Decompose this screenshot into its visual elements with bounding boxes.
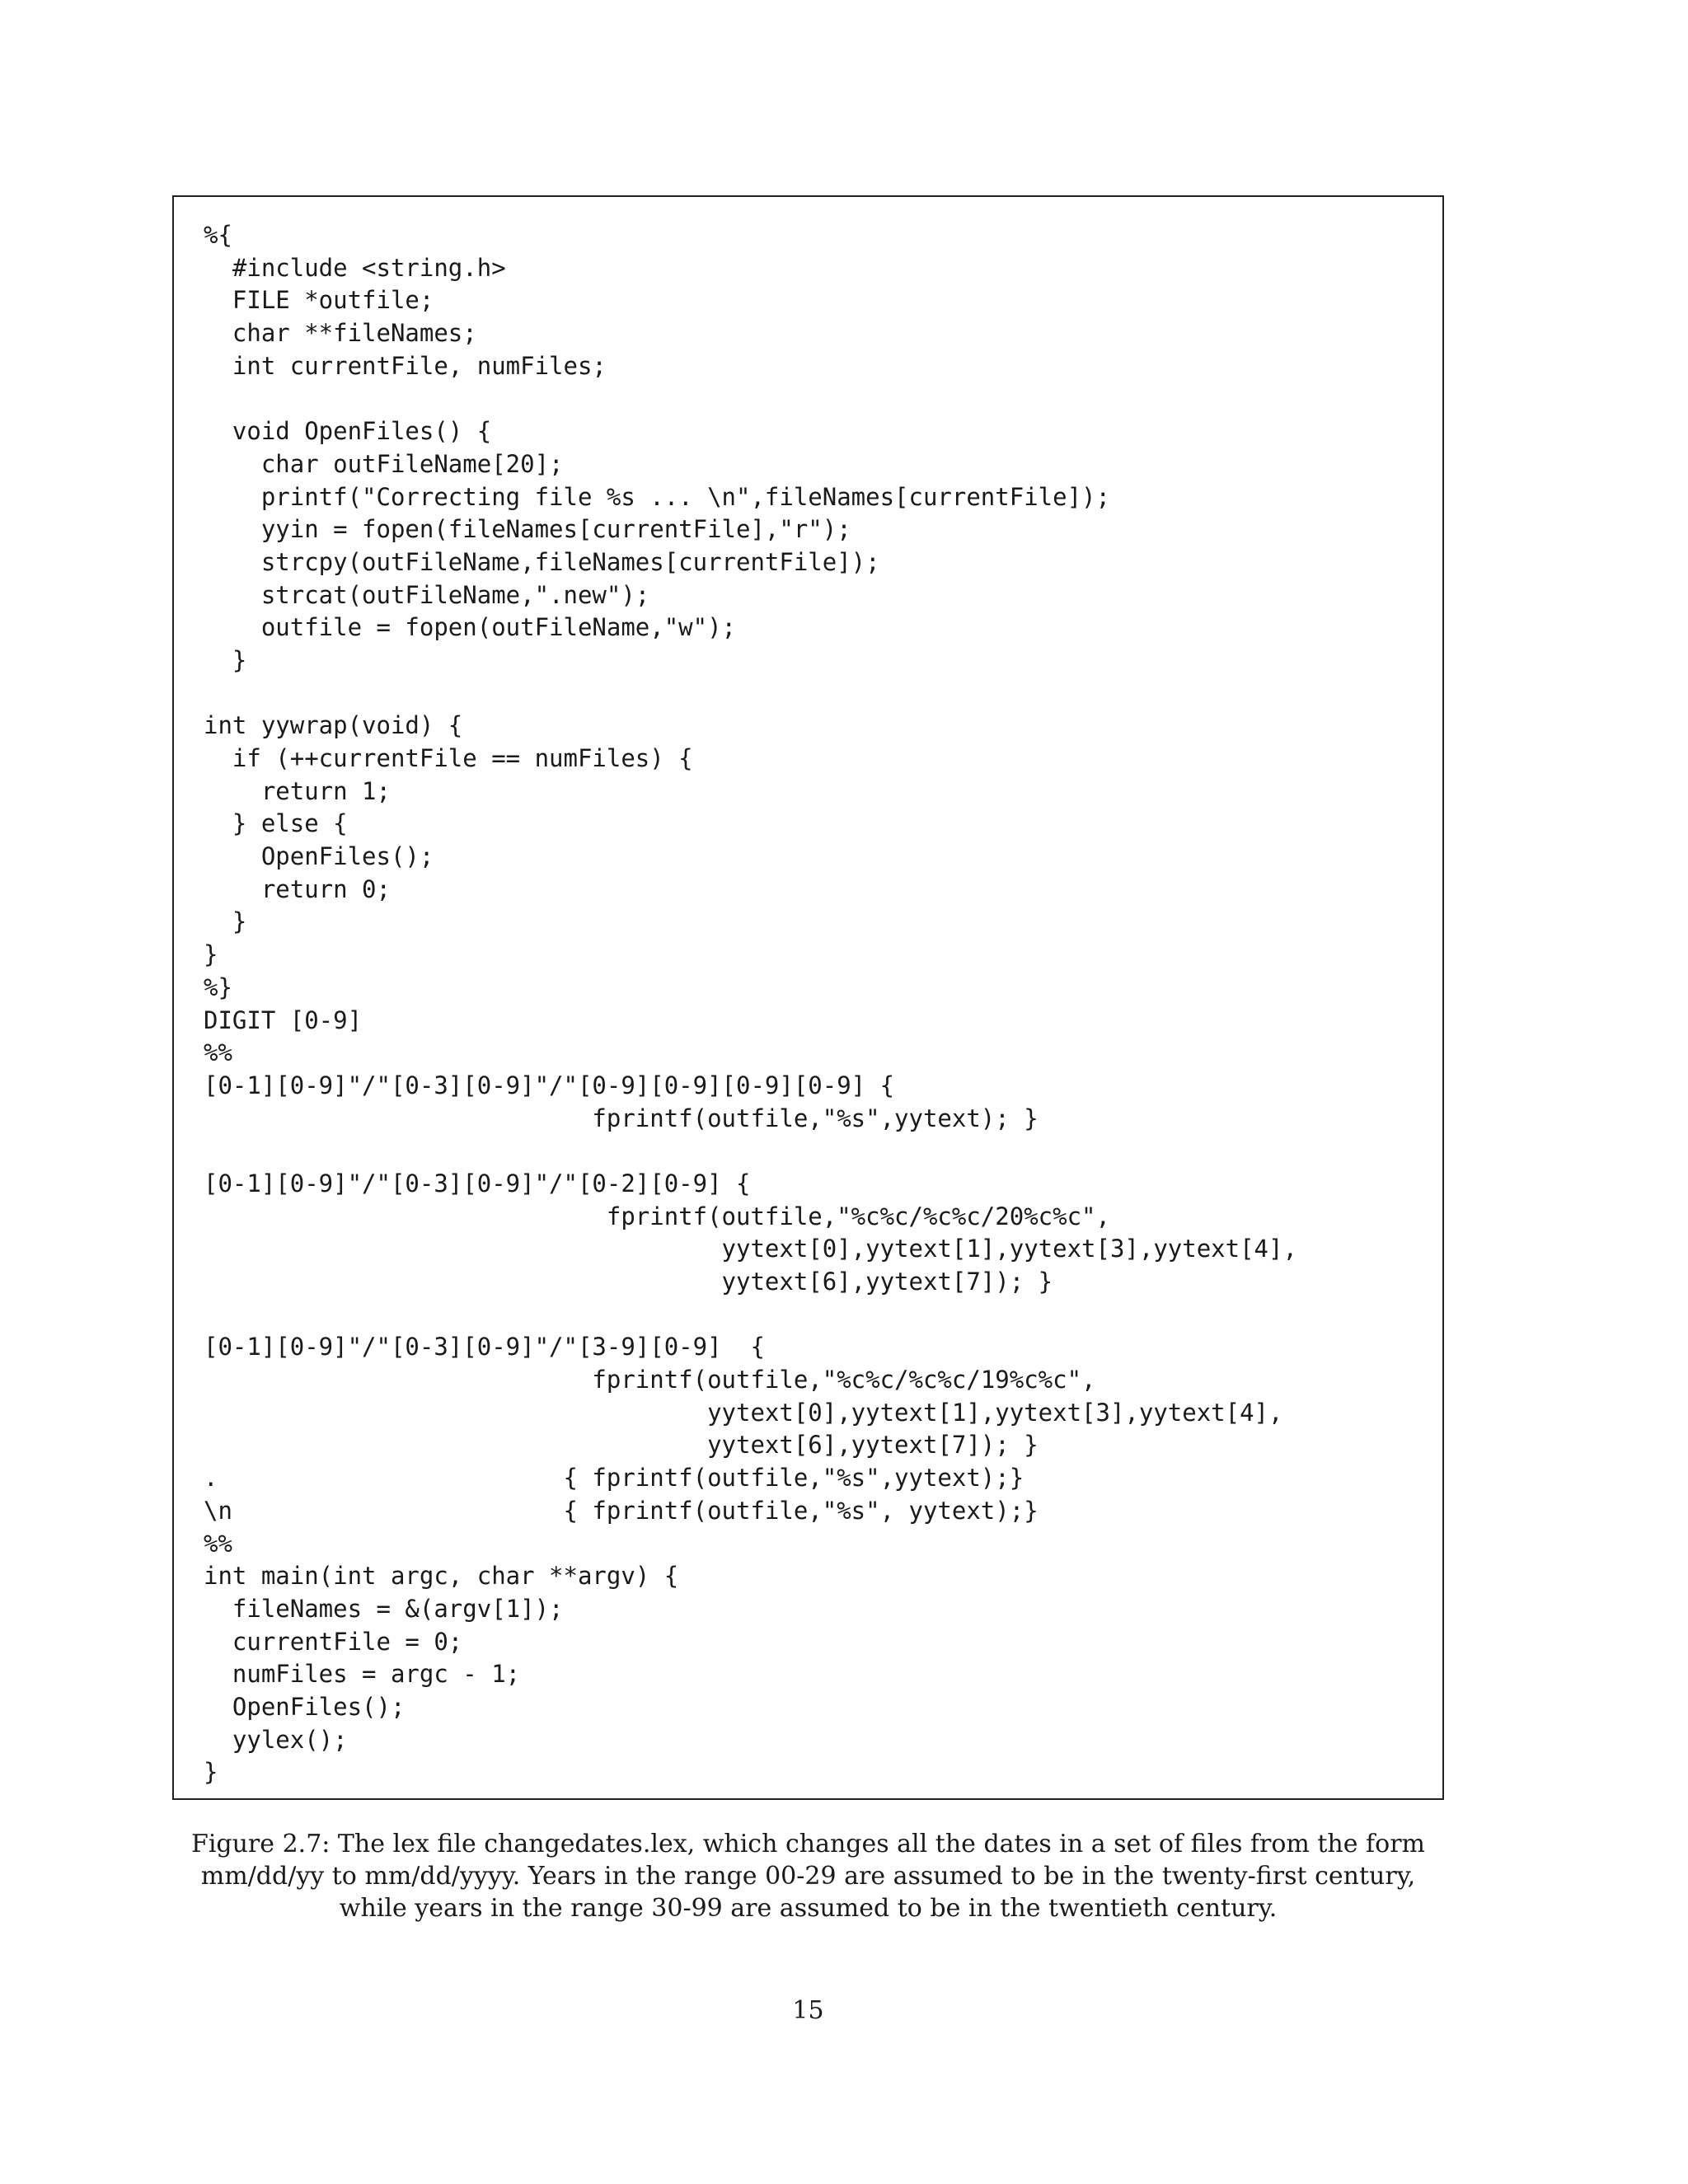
code-line: \n { fprintf(outfile,"%s", yytext);} [204, 1496, 1039, 1525]
code-line: } [204, 645, 247, 674]
code-line: . { fprintf(outfile,"%s",yytext);} [204, 1464, 1025, 1493]
code-line: %} [204, 972, 232, 1001]
code-line: int currentFile, numFiles; [204, 351, 607, 380]
code-listing [204, 219, 1297, 1789]
code-line: return 0; [204, 874, 391, 903]
code-line: int main(int argc, char **argv) { [204, 1562, 679, 1591]
code-line: DIGIT [0-9] [204, 1005, 363, 1034]
code-line: yytext[6],yytext[7]); } [204, 1268, 1053, 1296]
code-line: numFiles = argc - 1; [204, 1660, 521, 1689]
page-number: 15 [792, 1996, 824, 2025]
code-line: %% [204, 1529, 232, 1558]
code-line: } [204, 940, 218, 969]
code-line: fprintf(outfile,"%s",yytext); } [204, 1104, 1039, 1132]
code-line: } [204, 1758, 218, 1787]
code-line: [0-1][0-9]"/"[0-3][0-9]"/"[0-2][0-9] { [204, 1169, 751, 1197]
code-line [204, 677, 1297, 710]
code-line: fprintf(outfile,"%c%c/%c%c/19%c%c", [204, 1366, 1096, 1394]
code-line: } [204, 907, 247, 936]
code-line: yytext[0],yytext[1],yytext[3],yytext[4], [204, 1398, 1283, 1427]
code-line: %{ [204, 221, 232, 249]
code-line: } else { [204, 809, 348, 838]
code-line: yytext[0],yytext[1],yytext[3],yytext[4], [204, 1235, 1297, 1263]
code-line: char **fileNames; [204, 319, 477, 348]
code-line: OpenFiles(); [204, 842, 434, 871]
code-line [204, 1135, 1297, 1168]
code-line: currentFile = 0; [204, 1627, 463, 1656]
code-line: yyin = fopen(fileNames[currentFile],"r"); [204, 515, 851, 544]
code-line: FILE *outfile; [204, 286, 434, 315]
code-line [204, 1299, 1297, 1332]
code-line: int yywrap(void) { [204, 711, 463, 740]
code-line: fprintf(outfile,"%c%c/%c%c/20%c%c", [204, 1202, 1110, 1230]
code-line: char outFileName[20]; [204, 449, 564, 478]
code-line [204, 382, 1297, 415]
code-line: if (++currentFile == numFiles) { [204, 744, 693, 772]
code-line: outfile = fopen(outFileName,"w"); [204, 613, 737, 642]
code-line: [0-1][0-9]"/"[0-3][0-9]"/"[3-9][0-9] { [204, 1333, 765, 1361]
code-line: printf("Correcting file %s ... \n",fileNames[currentFile]); [204, 482, 1110, 511]
code-line: yylex(); [204, 1725, 348, 1754]
code-line: %% [204, 1038, 232, 1067]
code-listing-frame [172, 195, 1444, 1800]
code-line: return 1; [204, 776, 391, 805]
code-line: OpenFiles(); [204, 1692, 406, 1721]
figure-caption: Figure 2.7: The lex file changedates.lex, which changes all the dates in a set of files from the form mm/dd/yy to mm/dd/yyyy. Years in the range 00-29 are assumed to be in the twenty-first century, while years in the range 30-99 are assumed to be in the twentieth century. [191, 1830, 1425, 1923]
code-line: strcpy(outFileName,fileNames[currentFile]); [204, 547, 880, 576]
code-line: strcat(outFileName,".new"); [204, 580, 650, 609]
code-line: void OpenFiles() { [204, 417, 492, 446]
code-line: yytext[6],yytext[7]); } [204, 1431, 1039, 1460]
code-line: #include <string.h> [204, 253, 506, 282]
code-line: fileNames = &(argv[1]); [204, 1594, 564, 1623]
code-line: [0-1][0-9]"/"[0-3][0-9]"/"[0-9][0-9][0-9][0-9] { [204, 1071, 895, 1099]
